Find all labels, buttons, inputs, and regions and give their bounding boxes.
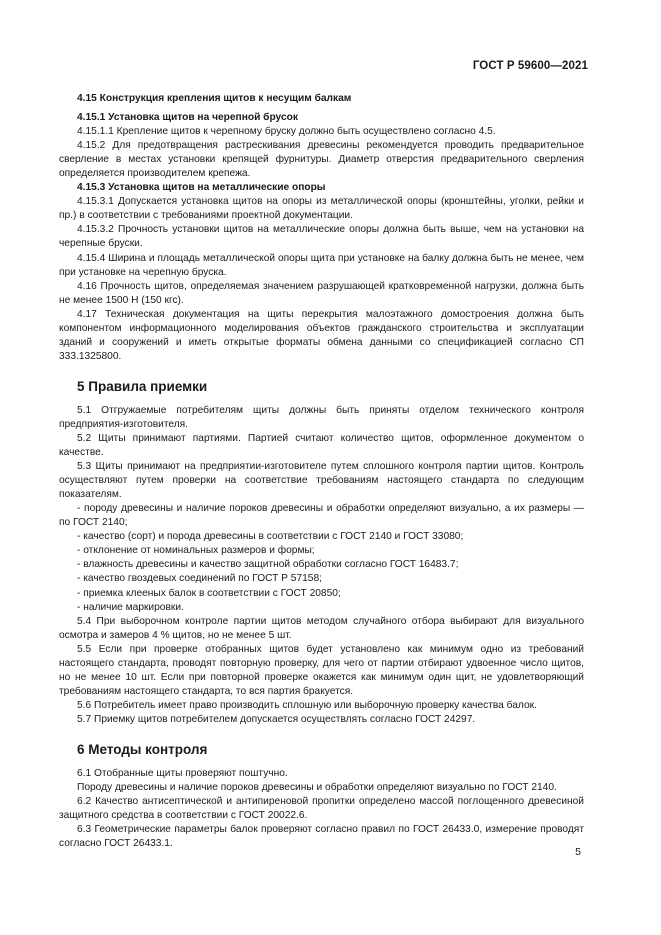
paragraph: 4.16 Прочность щитов, определяемая значением разрушающей кратковременной нагрузки, должна быть не менее 1500 Н (150 кгс). xyxy=(59,280,584,306)
paragraph: 5.6 Потребитель имеет право производить сплошную или выборочную проверку качества балок. xyxy=(77,699,537,711)
paragraph: 6.3 Геометрические параметры балок проверяют согласно правил по ГОСТ 26433.0, измерение проводят согласно ГОСТ 26433.1. xyxy=(59,824,584,850)
paragraph: 5.1 Отгружаемые потребителям щиты должны быть приняты отделом технического контроля предприятия-изготовителя. xyxy=(59,404,584,430)
subsection-heading: 4.15 Конструкция крепления щитов к несущим балкам xyxy=(77,93,352,104)
paragraph: 5.7 Приемку щитов потребителем допускается осуществлять согласно ГОСТ 24297. xyxy=(77,713,476,725)
list-item: - наличие маркировки. xyxy=(77,601,184,613)
subsection-heading: 4.15.1 Установка щитов на черепной брусок xyxy=(77,112,298,124)
section-heading: 6 Методы контроля xyxy=(77,741,208,757)
list-item: - качество гвоздевых соединений по ГОСТ Р 57158; xyxy=(77,573,322,585)
paragraph: Породу древесины и наличие пороков древесины и обработки определяют визуально по ГОСТ 2140. xyxy=(77,782,557,794)
document-body xyxy=(59,92,584,851)
list-item: - отклонение от номинальных размеров и формы; xyxy=(77,545,315,557)
section-heading: 5 Правила приемки xyxy=(77,378,208,394)
paragraph: 4.15.2 Для предотвращения растрескивания древесины рекомендуется проводить предварительное сверление в местах установки крепящей фурнитуры. Диаметр отверстия предварительного сверления определяется производителем крепежа. xyxy=(59,140,584,180)
paragraph: 5.4 При выборочном контроле партии щитов методом случайного отбора выбирают для визуального осмотра и замеров 4 % щитов, но не менее 5 шт. xyxy=(59,615,584,641)
paragraph: 4.15.3.1 Допускается установка щитов на опоры из металлической опоры (кронштейны, уголки, рейки и пр.) в соответствии с требованиями проектной документации. xyxy=(59,196,584,222)
paragraph: 4.15.3.2 Прочность установки щитов на металлические опоры должна быть выше, чем на установки на черепные бруски. xyxy=(59,224,584,250)
paragraph: 4.17 Техническая документация на щиты перекрытия малоэтажного домостроения должна быть компонентом информационного моделирования объектов гражданского строительства и эксплуатации зданий и сооружений и иметь открытые форматы обмена данными со спецификацией согласно СП 333.1325800. xyxy=(59,308,584,362)
paragraph: 6.1 Отобранные щиты проверяют поштучно. xyxy=(77,767,288,779)
list-item: - влажность древесины и качество защитной обработки согласно ГОСТ 16483.7; xyxy=(77,559,459,571)
paragraph: 5.3 Щиты принимают на предприятии-изготовителе путем сплошного контроля партии щитов. Контроль осуществляют путем проверки на соответствие требованиям настоящего стандарта по следующим показателям. xyxy=(59,461,584,501)
paragraph: 5.5 Если при проверке отобранных щитов будет установлено как минимум одно из требований настоящего стандарта, проводят повторную проверку, для чего от партии отбирают удвоенное число щитов, но не менее 10 шт. Если при повторной проверке окажется как минимум один щит, не удовлетворяющий требованиям настоящего стандарта, то вся партия бракуется. xyxy=(59,643,584,697)
paragraph: 5.2 Щиты принимают партиями. Партией считают количество щитов, оформленное документом о качестве. xyxy=(59,432,584,459)
standard-code: ГОСТ Р 59600—2021 xyxy=(472,60,588,72)
paragraph: 4.15.4 Ширина и площадь металлической опоры щита при установке на балку должна быть не менее, чем при установке на черепную бруска. xyxy=(59,252,584,278)
subsection-heading: 4.15.3 Установка щитов на металлические опоры xyxy=(77,182,326,194)
paragraph: 6.2 Качество антисептической и антипиреновой пропитки определено массой поглощенного древесиной защитного средства в соответствии с ГОСТ 20022.6. xyxy=(59,796,584,822)
paragraph: - породу древесины и наличие пороков древесины и обработки определяют визуально, а их размеры — по ГОСТ 2140; xyxy=(59,503,584,529)
paragraph: 4.15.1.1 Крепление щитов к черепному бруску должно быть осуществлено согласно 4.5. xyxy=(77,126,496,138)
page-number: 5 xyxy=(575,846,581,858)
list-item: - качество (сорт) и порода древесины в соответствии с ГОСТ 2140 и ГОСТ 33080; xyxy=(77,531,464,543)
list-item: - приемка клееных балок в соответствии с ГОСТ 20850; xyxy=(77,587,341,599)
